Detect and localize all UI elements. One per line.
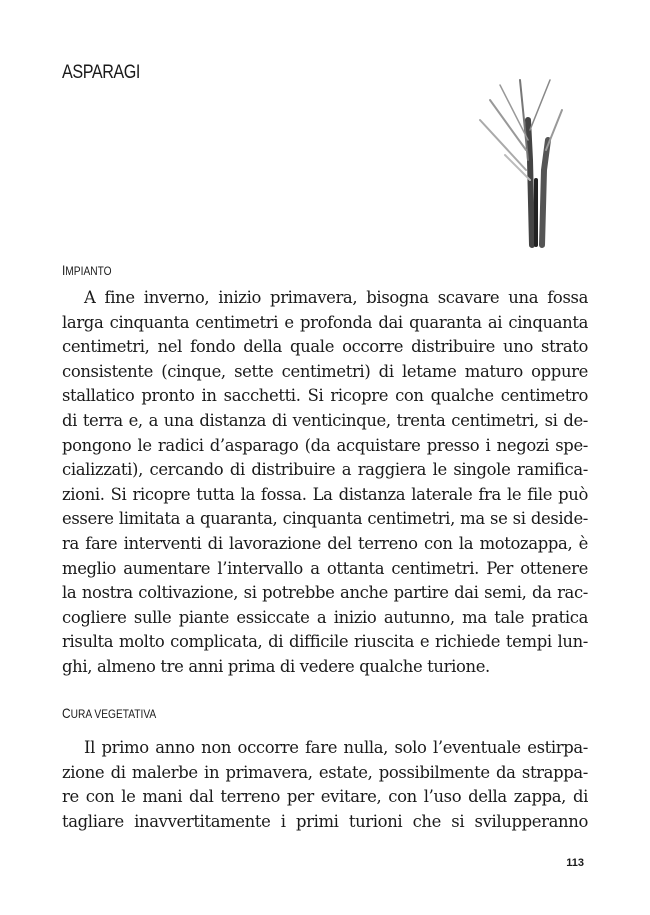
text-line: cializzati), cercando di distribuire a raggiera le singole ramifica-	[62, 460, 588, 480]
text-line: larga cinquanta centimetri e profonda dai quaranta ai cinquanta	[62, 312, 588, 332]
section-heading-cura-vegetativa	[62, 705, 156, 721]
text-line: essere limitata a quaranta, cinquanta centimetri, ma se si deside-	[62, 509, 588, 529]
text-line: ghi, almeno tre anni prima di vedere qualche turione.	[62, 656, 490, 676]
page-number: 113	[566, 857, 584, 869]
text-line: la nostra coltivazione, si potrebbe anche partire dai semi, da rac-	[62, 583, 588, 603]
text-line: cogliere sulle piante essiccate a inizio autunno, ma tale pratica	[62, 607, 588, 627]
text-line: zioni. Si ricopre tutta la fossa. La distanza laterale fra le file può	[62, 484, 588, 504]
text-line: ra fare interventi di lavorazione del terreno con la motozappa, è	[62, 533, 588, 553]
text-line: tagliare inavvertitamente i primi turioni che si svilupperanno	[62, 811, 588, 831]
section-heading-impianto	[62, 262, 112, 278]
text-line: meglio aumentare l’intervallo a ottanta centimetri. Per ottenere	[62, 558, 588, 578]
text-line: re con le mani dal terreno per evitare, con l’uso della zappa, di	[62, 787, 588, 807]
text-line: risulta molto complicata, di difficile riuscita e richiede tempi lun-	[62, 632, 588, 652]
text-line: stallatico pronto in sacchetti. Si ricopre con qualche centimetro	[62, 386, 588, 406]
heading-initial: I	[62, 262, 66, 278]
text-line: consistente (cinque, sette centimetri) di letame maturo oppure	[62, 361, 588, 381]
asparagus-illustration	[470, 60, 590, 250]
chapter-title: ASPARAGI	[62, 62, 140, 83]
text-line: zione di malerbe in primavera, estate, possibilmente da strappa-	[62, 762, 588, 782]
text-line: Il primo anno non occorre fare nulla, solo l’eventuale estirpa-	[84, 738, 588, 757]
heading-rest: URA VEGETATIVA	[70, 707, 157, 721]
text-line: centimetri, nel fondo della quale occorre distribuire uno strato	[62, 337, 588, 357]
heading-rest: MPIANTO	[65, 264, 112, 278]
text-line: pongono le radici d’asparago (da acquistare presso i negozi spe-	[62, 435, 588, 455]
text-line: A fine inverno, inizio primavera, bisogna scavare una fossa	[84, 288, 588, 307]
heading-initial: C	[62, 705, 71, 721]
paragraph-impianto	[62, 286, 588, 680]
text-line: di terra e, a una distanza di venticinque, trenta centimetri, si de-	[62, 410, 588, 430]
paragraph-cura-vegetativa	[62, 736, 588, 834]
